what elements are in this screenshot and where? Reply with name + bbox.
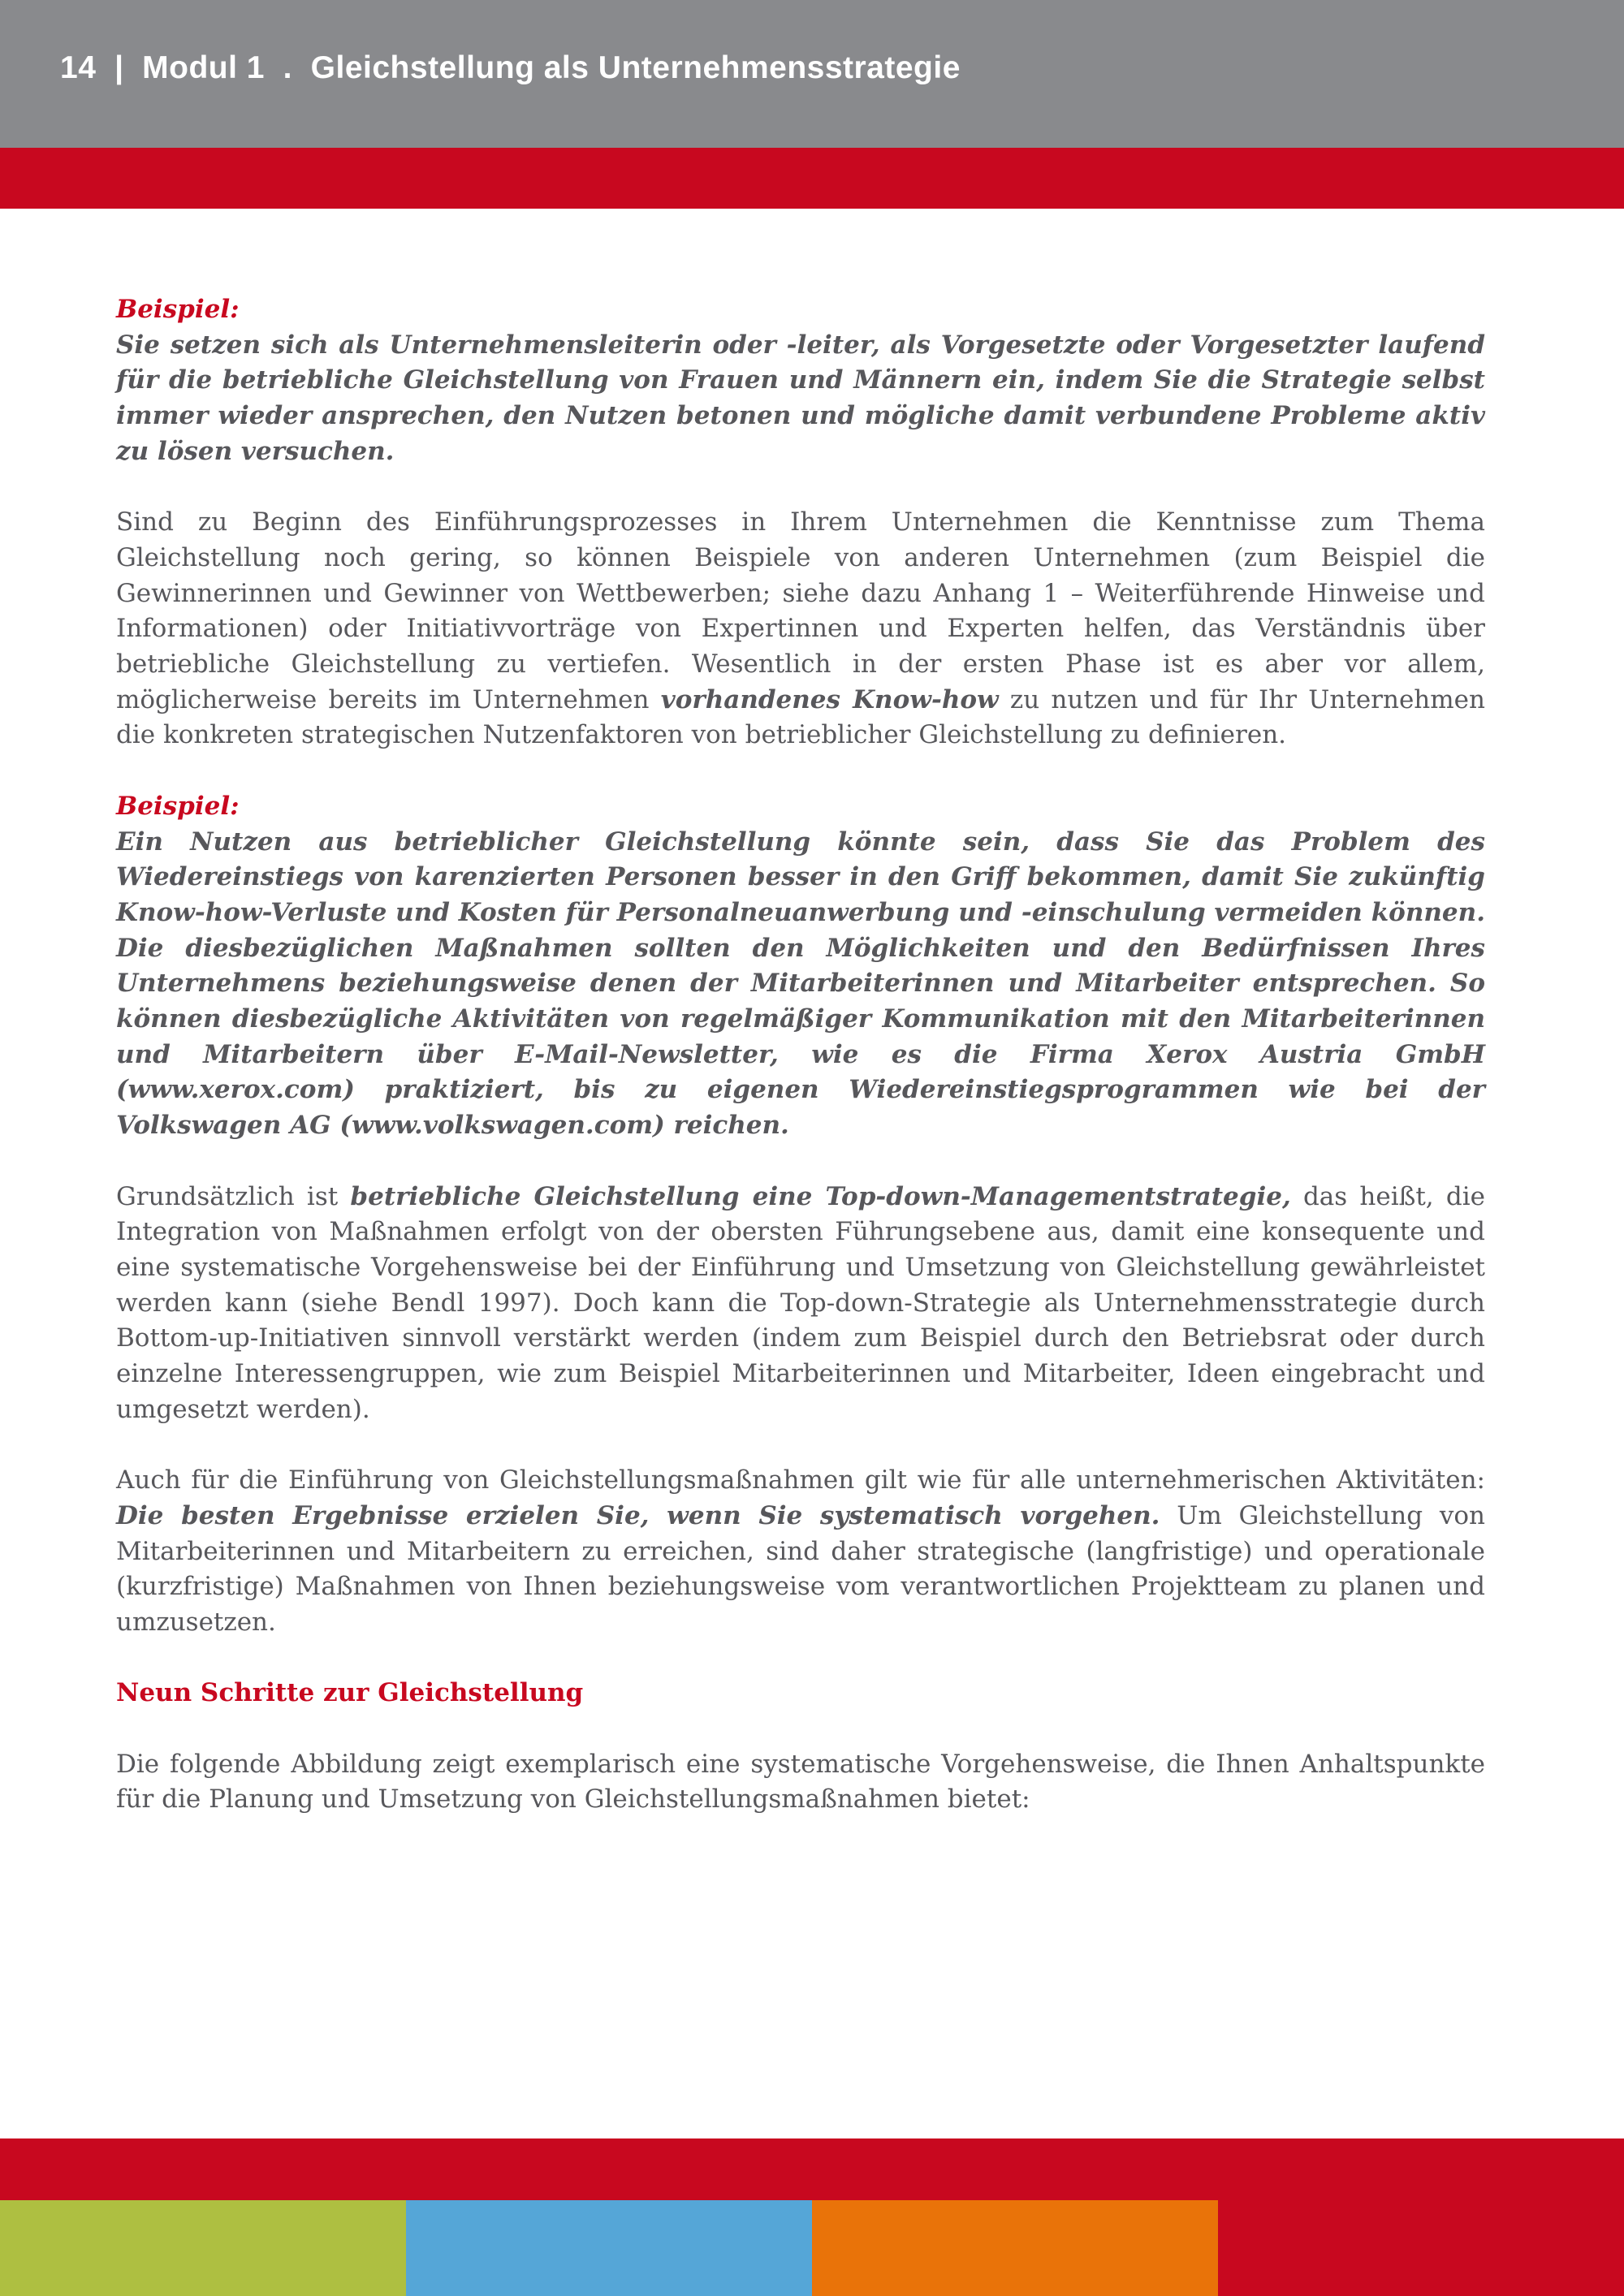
- section-heading: Neun Schritte zur Gleichstellung: [116, 1678, 584, 1708]
- example-block-2: [116, 789, 1485, 1144]
- paragraph-text: Sind zu Beginn des Einführungsprozesses in Ihrem Unternehmen die Kenntnisse zum Thema Gleichstellung noch gering, so können Beispiele von anderen Unternehmen (zum Beispiel die Gewinnerinnen und Gewinner von Wettbewerben; siehe dazu Anhang 1 – Weiterführende Hinweise und Informationen) oder Initiativvorträge von Expertinnen und Experten helfen, das Verständnis über betriebliche Gleichstellung zu vertiefen. Wesentlich in der ersten Phase ist es aber vor allem, möglicherweise bereits im Unternehmen: [116, 507, 1485, 714]
- paragraph-text: zu nutzen und für Ihr Unternehmen die konkreten strategischen Nutzenfaktoren von betrieblicher Gleichstellung zu definieren.: [116, 684, 1485, 750]
- module-label: Modul 1: [142, 50, 265, 85]
- page-header: [0, 0, 1624, 148]
- paragraph-text: Grundsätzlich ist: [116, 1181, 351, 1211]
- example-text: Sie setzen sich als Unternehmensleiterin oder -leiter, als Vorgesetzte oder Vorgesetzter laufend für die betriebliche Gleichstellung von Frauen und Männern ein, indem Sie die Strategie selbst immer wieder ansprechen, den Nutzen betonen und mögliche damit verbundene Probleme aktiv zu lösen versuchen.: [116, 330, 1485, 466]
- header-title: [60, 50, 961, 86]
- paragraph-text: Um Gleichstellung von Mitarbeiterinnen und Mitarbeitern zu erreichen, sind daher strategische (langfristige) und operationale (kurzfristige) Maßnahmen von Ihnen beziehungsweise vom verantwortlichen Projektteam zu planen und umzusetzen.: [116, 1500, 1485, 1637]
- emphasis-text: betriebliche Gleichstellung eine Top-down-Managementstrategie,: [350, 1181, 1291, 1211]
- example-label: Beispiel:: [116, 295, 240, 324]
- paragraph-top-down: [116, 1180, 1485, 1428]
- emphasis-text: vorhandenes Know-how: [660, 684, 999, 714]
- paragraph-text: das heißt, die Integration von Maßnahmen erfolgt von der obersten Führungsebene aus, damit eine konsequente und eine systematische Vorgehensweise bei der Einführung und Umsetzung von Gleichstellung gewährleistet werden kann (siehe Bendl 1997). Doch kann die Top-down-Strategie als Unternehmensstrategie durch Bottom-up-Initiativen sinnvoll verstärkt werden (indem zum Beispiel durch den Betriebsrat oder durch einzelne Interessengruppen, wie zum Beispiel Mitarbeiterinnen und Mitarbeiter, Ideen eingebracht und umgesetzt werden).: [116, 1181, 1485, 1424]
- header-dot: .: [283, 50, 292, 85]
- paragraph-systematic: [116, 1463, 1485, 1641]
- footer-blue-bar: [406, 2200, 812, 2296]
- footer-orange-bar: [812, 2200, 1218, 2296]
- paragraph-figure-intro: Die folgende Abbildung zeigt exemplarisch eine systematische Vorgehensweise, die Ihnen Anhaltspunkte für die Planung und Umsetzung von Gleichstellungsmaßnahmen bietet:: [116, 1749, 1485, 1815]
- example-label: Beispiel:: [116, 791, 240, 821]
- chapter-title: Gleichstellung als Unternehmensstrategie: [310, 50, 961, 85]
- footer-green-bar: [0, 2200, 406, 2296]
- header-separator: |: [114, 50, 124, 85]
- emphasis-text: Die besten Ergebnisse erzielen Sie, wenn Sie systematisch vorgehen.: [116, 1500, 1160, 1530]
- paragraph-text: Auch für die Einführung von Gleichstellungsmaßnahmen gilt wie für alle unternehmerischen Aktivitäten:: [116, 1465, 1485, 1495]
- page-number: 14: [60, 50, 97, 85]
- header-red-band: [0, 148, 1624, 209]
- example-text: Ein Nutzen aus betrieblicher Gleichstellung könnte sein, dass Sie das Problem des Wiedereinstiegs von karenzierten Personen besser in den Griff bekommen, damit Sie zukünftig Know-how-Verluste und Kosten für Personalneuanwerbung und -einschulung vermeiden können. Die diesbezüglichen Maßnahmen sollten den Möglichkeiten und den Bedürfnissen Ihres Unternehmens beziehungsweise denen der Mitarbeiterinnen und Mitarbeiter entsprechen. So können diesbezügliche Aktivitäten von regelmäßiger Kommunikation mit den Mitarbeiterinnen und Mitarbeitern über E-Mail-Newsletter, wie es die Firma Xerox Austria GmbH (www.xerox.com) praktiziert, bis zu eigenen Wiedereinstiegsprogrammen wie bei der Volkswagen AG (www.volkswagen.com) reichen.: [116, 826, 1485, 1141]
- paragraph-knowhow: [116, 505, 1485, 753]
- example-block-1: [116, 292, 1485, 470]
- page-content: [116, 292, 1485, 1854]
